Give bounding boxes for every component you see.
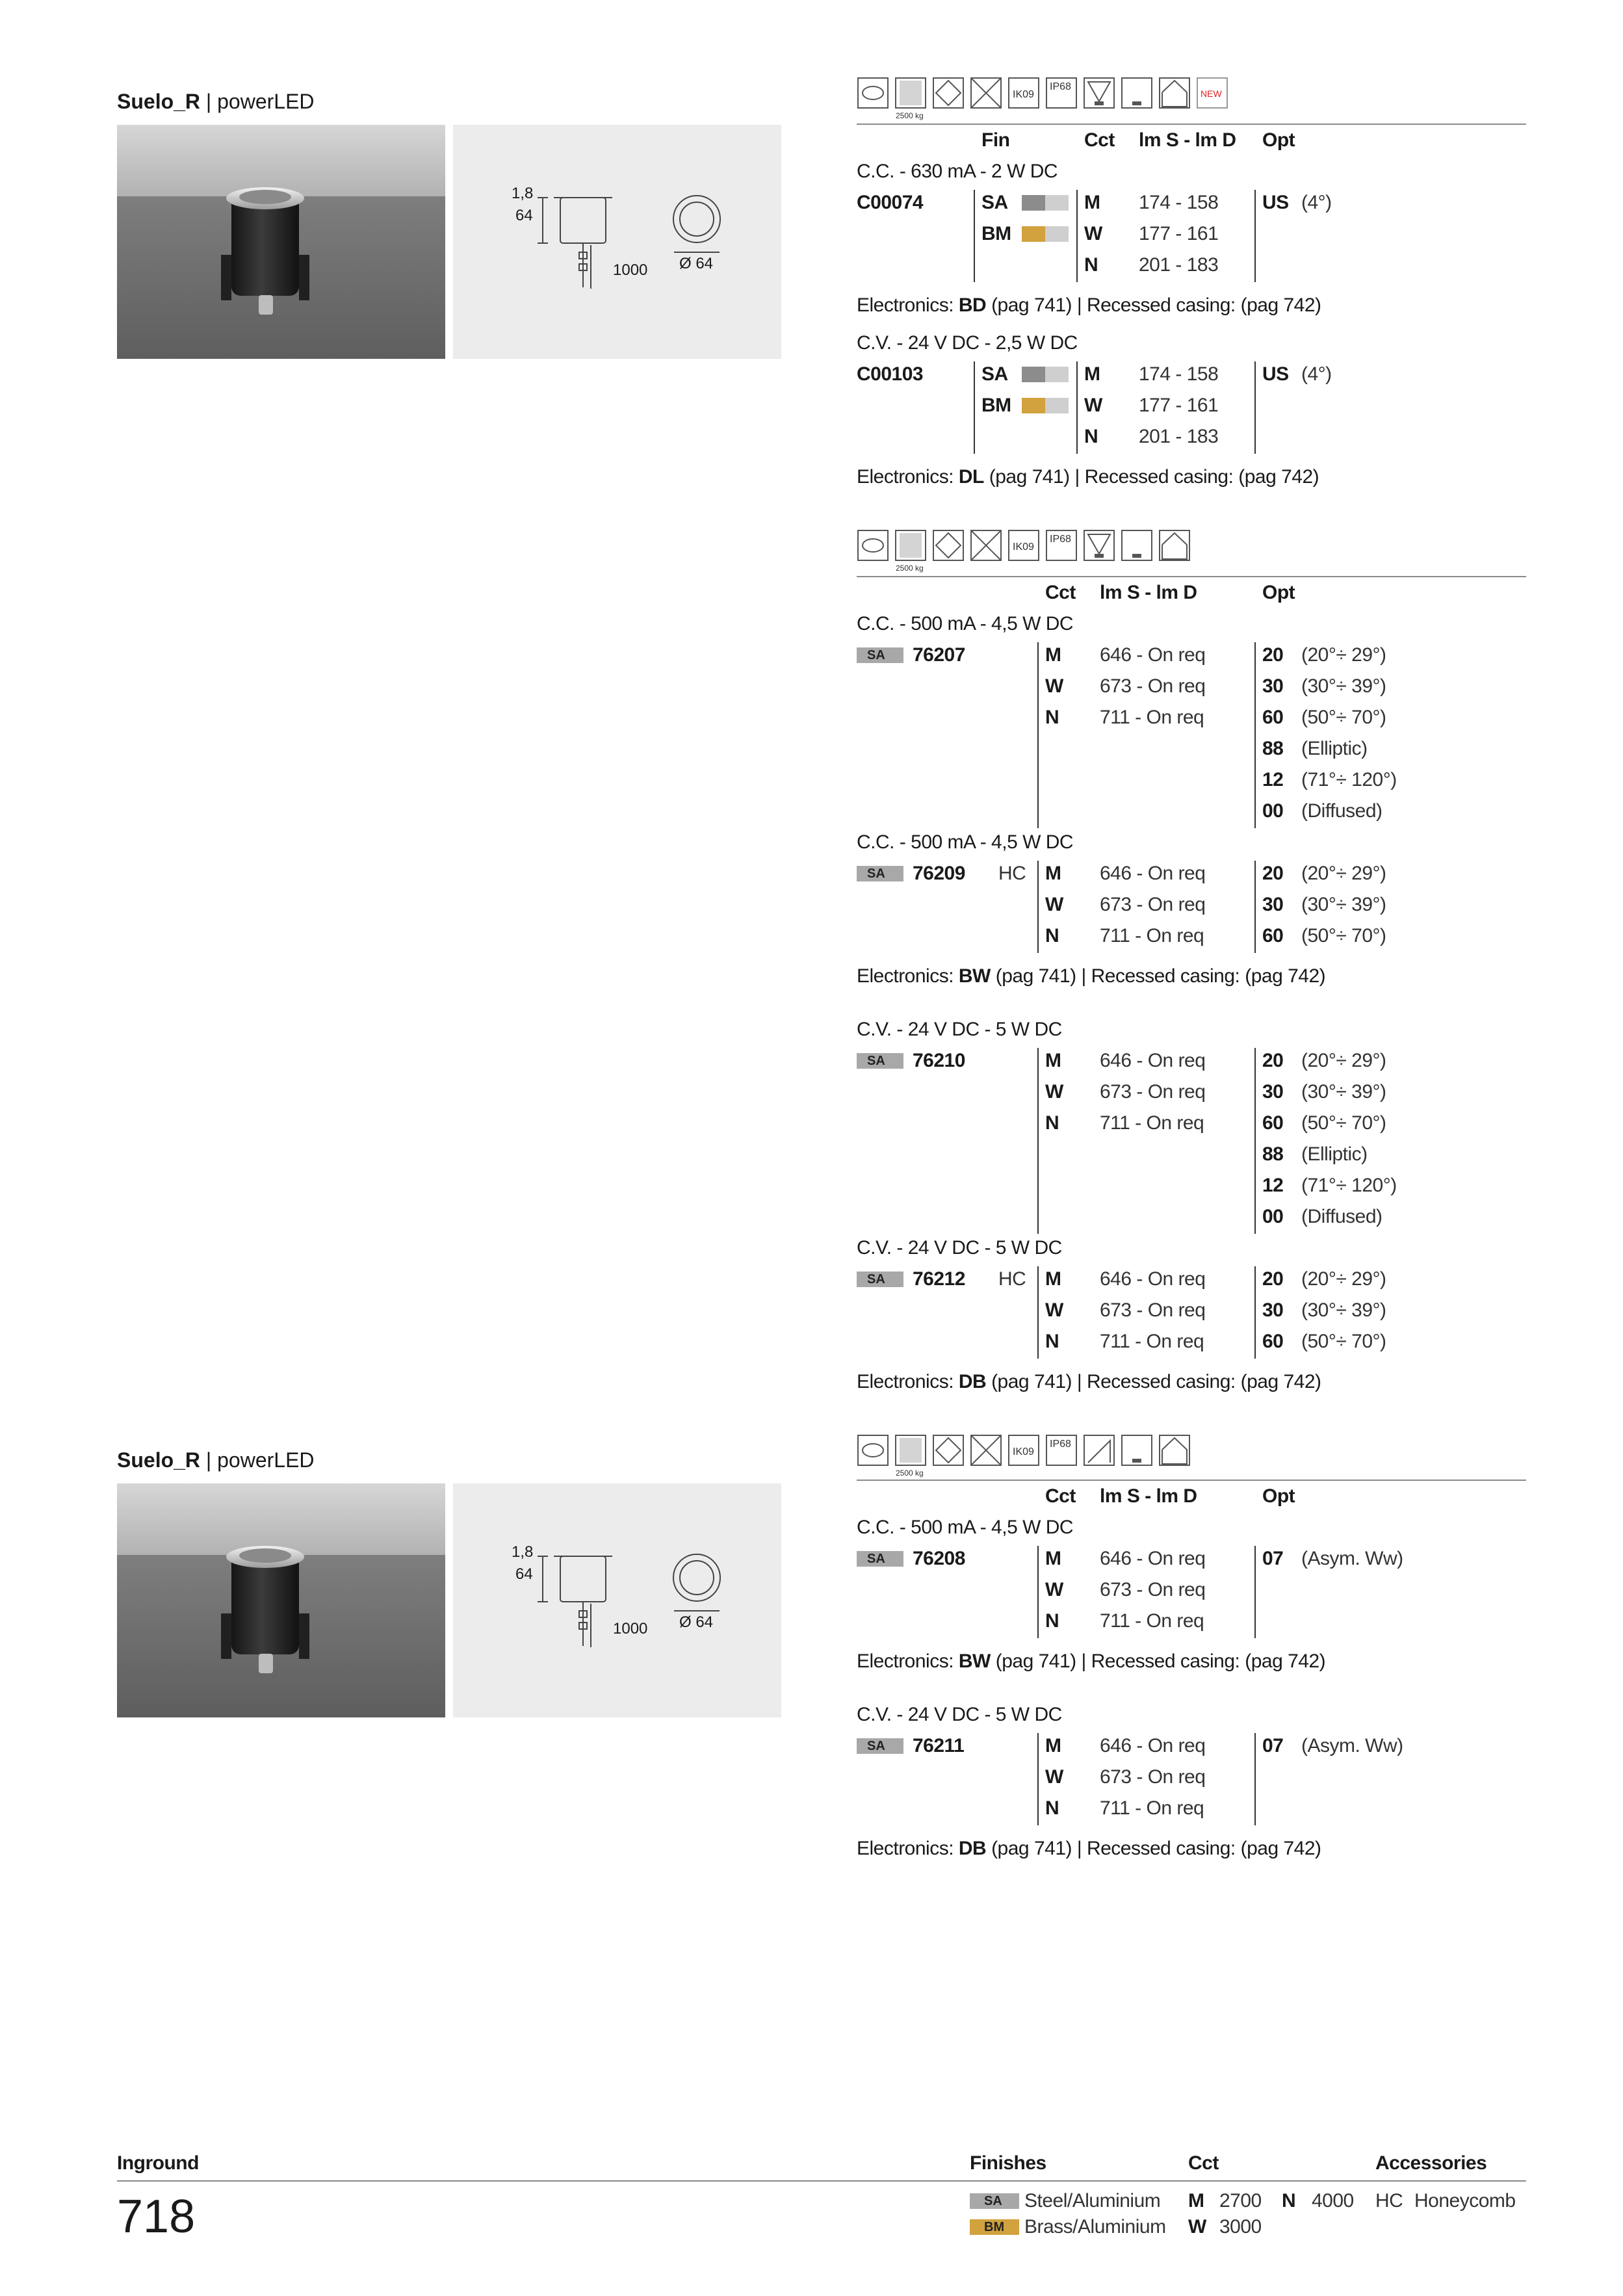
optic-code: 20 [1262,1050,1284,1071]
electronics-note: Electronics: BW (pag 741) | Recessed casing: (pag 742) [857,1650,1326,1672]
product-name: Suelo_R [117,1448,201,1472]
cct-code: W [1045,1081,1063,1102]
lumen-value: 673 - On req [1100,894,1206,915]
spec-icons-row [857,75,1260,120]
optic-desc: (4°) [1301,192,1332,213]
optic-desc: (20°÷ 29°) [1301,1268,1386,1290]
col-divider [1037,1266,1039,1359]
optic-desc: (20°÷ 29°) [1301,1050,1386,1071]
cct-code: W [1084,395,1102,416]
load-label: 2500 kg [896,1468,924,1478]
optic-code: 20 [1262,644,1284,666]
col-divider [1037,861,1039,953]
optic-code: 07 [1262,1735,1284,1756]
electronics-note: Electronics: BW (pag 741) | Recessed casing: (pag 742) [857,965,1326,987]
product-code: 76208 [913,1548,965,1569]
supply-spec: C.C. - 630 mA - 2 W DC [857,161,1058,182]
supply-spec: C.C. - 500 mA - 4,5 W DC [857,831,1074,853]
lumen-value: 711 - On req [1100,1610,1204,1632]
cct-code: N [1045,1797,1059,1819]
optic-code: 30 [1262,675,1284,697]
optic-desc: (30°÷ 39°) [1301,675,1386,697]
product-title [117,88,315,114]
lumen-value: 646 - On req [1100,1735,1206,1756]
optic-desc: (20°÷ 29°) [1301,863,1386,884]
product-code: 76211 [913,1735,965,1756]
optic-code: 12 [1262,1175,1284,1196]
optic-code: 20 [1262,1268,1284,1290]
ik-rating: IK09 [1013,89,1034,100]
lumen-value: 174 - 158 [1139,363,1219,385]
product-title [117,1447,315,1473]
electronics-note: Electronics: BD (pag 741) | Recessed casing: (pag 742) [857,294,1321,316]
optic-desc: (50°÷ 70°) [1301,707,1386,728]
col-divider [1037,1733,1039,1825]
accessory-name: Honeycomb [1414,2190,1516,2211]
col-divider [1076,361,1078,454]
cct-code: N [1045,1112,1059,1134]
lumen-value: 673 - On req [1100,1579,1206,1600]
finish-swatch-bm [1022,226,1069,242]
technical-drawing [453,125,781,359]
cct-code: M [1045,1735,1061,1756]
supply-spec: C.V. - 24 V DC - 5 W DC [857,1019,1062,1040]
optic-desc: (Elliptic) [1301,1143,1368,1165]
lumen-value: 201 - 183 [1139,254,1219,276]
lumen-value: 646 - On req [1100,863,1206,884]
dim-diameter: Ø 64 [679,1613,714,1631]
optic-desc: (50°÷ 70°) [1301,925,1386,946]
dim-height: 64 [515,1565,533,1583]
finish-tag: SA [857,647,903,663]
product-photo [117,125,445,359]
optic-code: 12 [1262,769,1284,790]
new-badge: NEW [1201,88,1222,99]
lumen-value: 673 - On req [1100,1766,1206,1788]
col-divider [974,190,975,282]
spec-icons-row [857,1433,1260,1478]
dim-cable: 1000 [613,1620,648,1637]
electronics-note: Electronics: DB (pag 741) | Recessed casing: (pag 742) [857,1838,1321,1859]
dim-top: 1,8 [512,185,534,202]
optic-code: 00 [1262,1206,1284,1227]
finish-tag: SA [857,1551,903,1567]
lumen-value: 646 - On req [1100,644,1206,666]
title-separator: | [200,90,218,113]
lumen-value: 711 - On req [1100,1112,1204,1134]
col-header-lm: lm S - lm D [1100,582,1197,603]
finish-code: SA [981,363,1008,385]
col-header-cct: Cct [1045,1485,1076,1507]
dim-diameter: Ø 64 [679,255,714,272]
optic-desc: (Diffused) [1301,800,1383,822]
lumen-value: 711 - On req [1100,707,1204,728]
optic-code: 30 [1262,1299,1284,1321]
footer-cct-label: Cct [1188,2152,1219,2174]
lumen-value: 646 - On req [1100,1268,1206,1290]
product-name: Suelo_R [117,90,201,113]
cct-code: W [1045,1579,1063,1600]
cct-code: N [1282,2190,1296,2211]
lumen-value: 673 - On req [1100,1081,1206,1102]
col-divider [1037,1546,1039,1638]
supply-spec: C.V. - 24 V DC - 5 W DC [857,1237,1062,1259]
optic-code: 60 [1262,1331,1284,1352]
optic-code: 88 [1262,1143,1284,1165]
footer-accessories-label: Accessories [1375,2152,1487,2174]
accessory-code: HC [1375,2190,1403,2211]
col-divider [1254,642,1256,828]
supply-spec: C.C. - 500 mA - 4,5 W DC [857,1517,1074,1538]
lumen-value: 711 - On req [1100,1331,1204,1352]
product-code: C00103 [857,363,924,385]
load-label: 2500 kg [896,111,924,120]
col-divider [1254,1546,1256,1638]
cct-code: N [1045,925,1059,946]
optic-code: 00 [1262,800,1284,822]
finish-code: BM [981,395,1011,416]
dim-cable: 1000 [613,261,648,279]
cct-code: W [1188,2216,1206,2237]
optic-code: 30 [1262,1081,1284,1102]
optic-desc: (Asym. Ww) [1301,1735,1403,1756]
cct-code: N [1045,1610,1059,1632]
optic-desc: (20°÷ 29°) [1301,644,1386,666]
footer-divider [117,2180,1526,2182]
electronics-note: Electronics: DL (pag 741) | Recessed casing: (pag 742) [857,466,1319,488]
supply-spec: C.V. - 24 V DC - 5 W DC [857,1704,1062,1725]
lumen-value: 673 - On req [1100,675,1206,697]
finish-tag: SA [857,1738,903,1754]
finish-swatch-sa [1022,367,1069,382]
optic-desc: (50°÷ 70°) [1301,1112,1386,1134]
lumen-value: 711 - On req [1100,925,1204,946]
optic-desc: (Elliptic) [1301,738,1368,759]
optic-code: 30 [1262,894,1284,915]
cct-code: W [1045,1766,1063,1788]
col-header-lm: lm S - lm D [1139,129,1236,151]
optic-code: US [1262,192,1289,213]
finish-name: Steel/Aluminium [1024,2190,1161,2211]
finish-code: SA [981,192,1008,213]
product-subtitle: powerLED [217,1448,315,1472]
cct-code: W [1084,223,1102,244]
ip-rating: IP68 [1050,534,1071,545]
finish-tag: SA [857,1272,903,1287]
optic-desc: (Diffused) [1301,1206,1383,1227]
col-divider [1254,1266,1256,1359]
cct-code: W [1045,675,1063,697]
optic-code: 60 [1262,707,1284,728]
ik-rating: IK09 [1013,1446,1034,1457]
finish-code: BM [981,223,1011,244]
ik-rating: IK09 [1013,541,1034,553]
col-header-opt: Opt [1262,129,1295,151]
cct-code: M [1045,1548,1061,1569]
finish-tag-sa: SA [970,2193,1019,2209]
hc-flag: HC [998,1268,1026,1290]
optic-desc: (30°÷ 39°) [1301,1299,1386,1321]
optic-code: 60 [1262,925,1284,946]
lumen-value: 711 - On req [1100,1797,1204,1819]
product-subtitle: powerLED [217,90,315,113]
col-header-lm: lm S - lm D [1100,1485,1197,1507]
col-divider [974,361,975,454]
cct-code: N [1045,1331,1059,1352]
supply-spec: C.C. - 500 mA - 4,5 W DC [857,613,1074,634]
ip-rating: IP68 [1050,81,1071,92]
product-photo [117,1483,445,1717]
col-divider [1254,190,1256,282]
cct-code: M [1084,192,1100,213]
finish-tag-bm: BM [970,2219,1019,2235]
cct-code: M [1084,363,1100,385]
finish-swatch-sa [1022,195,1069,211]
ip-rating: IP68 [1050,1439,1071,1450]
col-header-cct: Cct [1084,129,1115,151]
finish-tag: SA [857,866,903,881]
optic-code: 20 [1262,863,1284,884]
cct-code: M [1045,644,1061,666]
cct-value: 3000 [1219,2216,1262,2237]
optic-desc: (50°÷ 70°) [1301,1331,1386,1352]
lumen-value: 673 - On req [1100,1299,1206,1321]
lumen-value: 177 - 161 [1139,223,1219,244]
electronics-note: Electronics: DB (pag 741) | Recessed casing: (pag 742) [857,1371,1321,1392]
optic-code: 88 [1262,738,1284,759]
col-divider [1254,1048,1256,1234]
dim-top: 1,8 [512,1543,534,1561]
lumen-value: 646 - On req [1100,1548,1206,1569]
cct-code: M [1045,1268,1061,1290]
page-number: 718 [117,2191,196,2243]
col-divider [1254,1733,1256,1825]
product-code: C00074 [857,192,924,213]
spec-icons-row [857,528,1260,573]
lumen-value: 174 - 158 [1139,192,1219,213]
dim-height: 64 [515,207,533,224]
load-label: 2500 kg [896,564,924,573]
cct-code: N [1045,707,1059,728]
title-separator: | [200,1448,218,1472]
cct-code: N [1084,254,1098,276]
col-divider [1076,190,1078,282]
product-code: 76210 [913,1050,965,1071]
optic-desc: (71°÷ 120°) [1301,1175,1397,1196]
product-code: 76207 [913,644,965,666]
finish-tag: SA [857,1053,903,1069]
optic-code: US [1262,363,1289,385]
optic-desc: (30°÷ 39°) [1301,1081,1386,1102]
product-code: 76209 [913,863,965,884]
lumen-value: 201 - 183 [1139,426,1219,447]
col-divider [1037,1048,1039,1234]
cct-code: W [1045,1299,1063,1321]
cct-code: M [1045,863,1061,884]
optic-desc: (Asym. Ww) [1301,1548,1403,1569]
col-header-opt: Opt [1262,1485,1295,1507]
technical-drawing [453,1483,781,1717]
lumen-value: 646 - On req [1100,1050,1206,1071]
optic-desc: (71°÷ 120°) [1301,769,1397,790]
cct-code: M [1188,2190,1204,2211]
cct-code: M [1045,1050,1061,1071]
cct-code: N [1084,426,1098,447]
footer-finishes-label: Finishes [970,2152,1046,2174]
cct-code: W [1045,894,1063,915]
supply-spec: C.V. - 24 V DC - 2,5 W DC [857,332,1078,354]
footer-category: Inground [117,2152,199,2174]
cct-value: 2700 [1219,2190,1262,2211]
divider [857,124,1526,125]
optic-desc: (30°÷ 39°) [1301,894,1386,915]
col-divider [1254,361,1256,454]
divider [857,576,1526,577]
col-divider [1037,642,1039,828]
product-code: 76212 [913,1268,965,1290]
col-divider [1254,861,1256,953]
optic-code: 07 [1262,1548,1284,1569]
finish-name: Brass/Aluminium [1024,2216,1166,2237]
finish-swatch-bm [1022,398,1069,413]
col-header-cct: Cct [1045,582,1076,603]
optic-desc: (4°) [1301,363,1332,385]
col-header-fin: Fin [981,129,1010,151]
lumen-value: 177 - 161 [1139,395,1219,416]
hc-flag: HC [998,863,1026,884]
divider [857,1480,1526,1481]
optic-code: 60 [1262,1112,1284,1134]
col-header-opt: Opt [1262,582,1295,603]
cct-value: 4000 [1312,2190,1354,2211]
